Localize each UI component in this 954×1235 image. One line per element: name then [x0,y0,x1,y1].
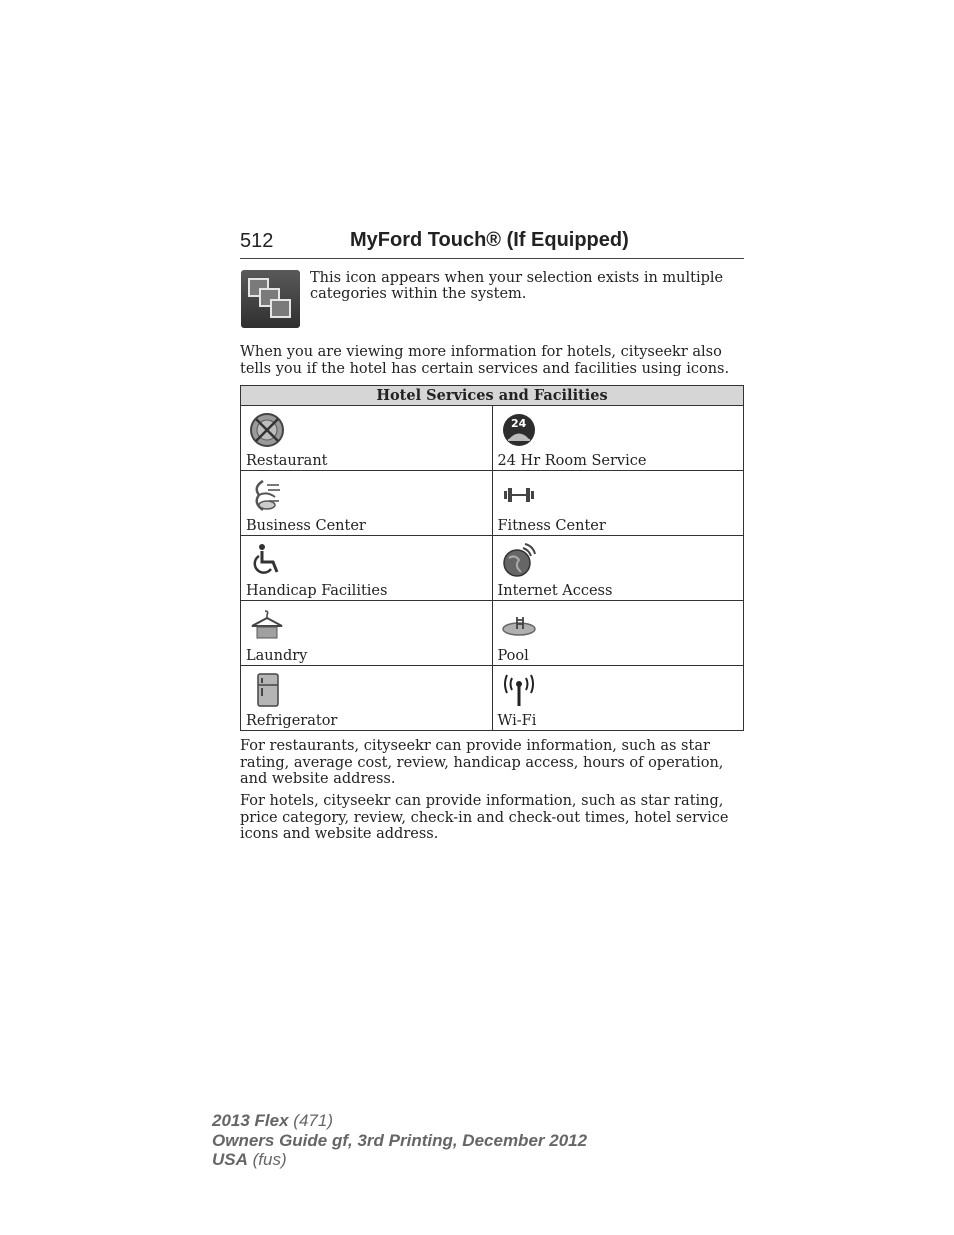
footer-line-1: 2013 Flex (471) [212,1111,333,1130]
cell-label: Laundry [246,648,308,664]
table-cell-refrigerator [241,666,493,731]
page-footer [212,1111,587,1170]
svg-text:24: 24 [510,417,526,430]
business-center-icon [249,477,285,513]
cell-label: Internet Access [497,583,613,599]
cell-label: Fitness Center [497,518,606,534]
wheelchair-icon [249,542,285,578]
refrigerator-icon [249,672,285,708]
table-cell-pool [492,601,744,666]
table-cell-wifi [492,666,744,731]
table-cell-fitness-center [492,471,744,536]
footer-line-3: USA (fus) [212,1150,287,1169]
table-cell-restaurant [241,406,493,471]
cell-label: 24 Hr Room Service [497,453,647,469]
cell-label: Wi-Fi [497,713,537,729]
chapter-title: MyFord Touch® (If Equipped) [350,229,629,251]
cell-label: Pool [497,648,529,664]
table-cell-internet-access [492,536,744,601]
cell-label: Handicap Facilities [246,583,388,599]
hotel-services-table [240,385,744,731]
paragraph-restaurants: For restaurants, cityseekr can provide information, such as star rating, average cost, review, handicap access, hours of operation, and website address. [240,738,724,787]
cell-label: Restaurant [246,453,328,469]
hanger-laundry-icon [249,607,285,643]
footer-line-2: Owners Guide gf, 3rd Printing, December 2012 [212,1130,588,1150]
table-row [241,601,744,666]
table-row [241,536,744,601]
globe-internet-icon [501,542,537,578]
room-service-24hr-icon [501,412,537,448]
table-title: Hotel Services and Facilities [241,386,744,406]
page-number: 512 [240,230,274,252]
table-row [241,471,744,536]
intro-block [241,270,744,330]
wifi-antenna-icon [501,672,537,708]
table-row [241,666,744,731]
fitness-dumbbell-icon [501,477,537,513]
cell-label: Refrigerator [246,713,338,729]
pool-icon [501,607,537,643]
paragraph-hotels: For hotels, cityseekr can provide information, such as star rating, price category, review, check-in and check-out times, hotel service icons and website address. [240,793,729,842]
multiple-categories-icon [241,270,300,328]
paragraph-hotel-icons: When you are viewing more information for hotels, cityseekr also tells you if the hotel has certain services and facilities using icons. [240,344,730,377]
table-cell-business-center [241,471,493,536]
table-row [241,406,744,471]
cell-label: Business Center [246,518,366,534]
page-header [240,228,744,259]
intro-text: This icon appears when your selection exists in multiple categories within the system. [310,270,724,302]
restaurant-icon [249,412,285,448]
table-cell-room-service [492,406,744,471]
table-cell-laundry [241,601,493,666]
table-cell-handicap-facilities [241,536,493,601]
